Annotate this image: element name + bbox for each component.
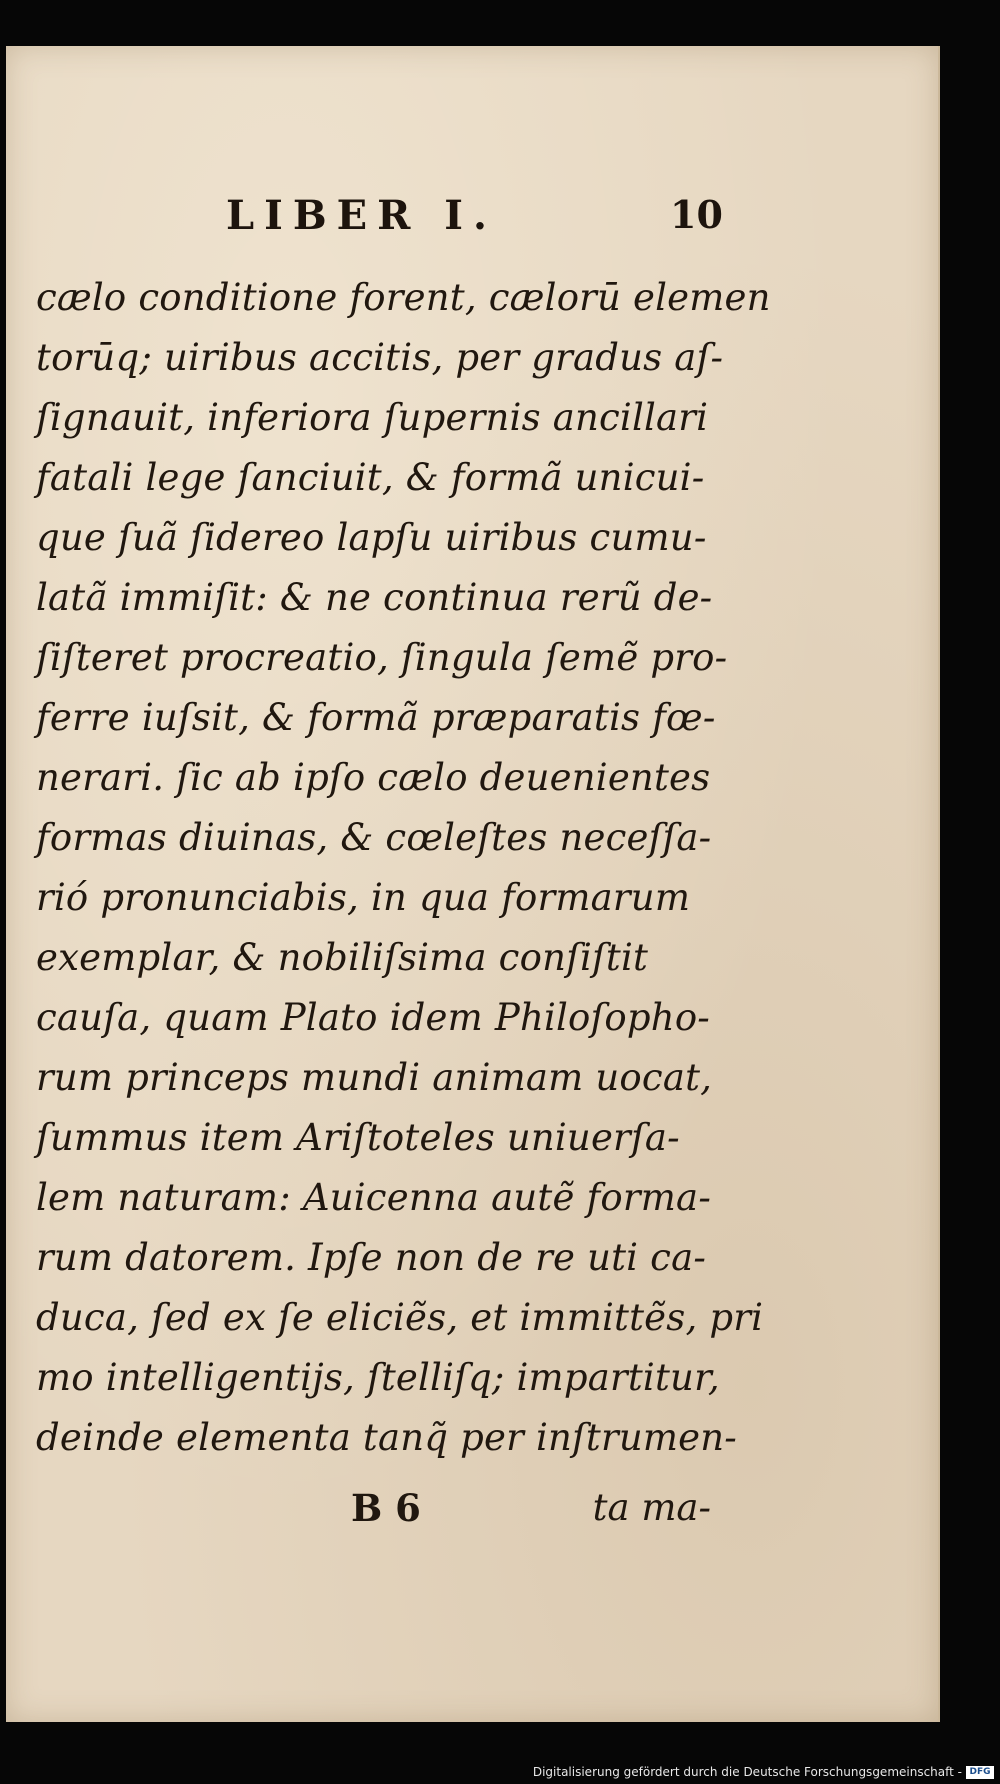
text-line: lem naturam: Auicenna autẽ forma-: [36, 1176, 712, 1219]
text-line: nerari. ſic ab ipſo cælo deuenientes: [36, 756, 711, 799]
text-line: mo intelligentijs, ſtelliſq; impartitur,: [36, 1356, 720, 1399]
text-line: rum datorem. Ipſe non de re uti ca-: [36, 1236, 707, 1279]
text-line: ferre iuſsit, & formã præparatis fœ-: [36, 696, 716, 739]
text-line: ſiſteret procreatio, ſingula ſemẽ pro-: [36, 636, 728, 679]
catchword: ta ma-: [592, 1486, 711, 1529]
signature-mark: B 6: [351, 1486, 421, 1530]
text-line: torūq; uiribus accitis, per gradus aſ-: [36, 336, 724, 379]
text-line: que ſuã ſidereo lapſu uiribus cumu-: [36, 516, 707, 559]
page-header: [6, 192, 938, 252]
text-line: rió pronunciabis, in qua formarum: [36, 876, 691, 919]
text-line: fatali lege ſanciuit, & formã unicui-: [36, 456, 705, 499]
dfg-logo: DFG: [966, 1766, 994, 1779]
text-line: ſummus item Ariſtoteles uniuerſa-: [36, 1116, 680, 1159]
funding-notice: Digitalisierung gefördert durch die Deutsche Forschungsgemeinschaft -: [532, 1765, 962, 1779]
text-line: rum princeps mundi animam uocat,: [36, 1056, 713, 1099]
text-line: ſignauit, inferiora ſupernis ancillari: [36, 396, 709, 439]
text-line: duca, ſed ex ſe eliciẽs, et immittẽs, pri: [36, 1296, 764, 1339]
running-head: LIBER I.: [226, 192, 497, 239]
digitization-footer: [0, 1760, 1000, 1784]
text-line: deinde elementa tanq̃ per inſtrumen-: [36, 1416, 738, 1459]
book-page: [6, 46, 940, 1722]
text-block: [36, 268, 771, 1468]
folio-number: 10: [670, 192, 723, 237]
text-line: exemplar, & nobiliſsima conſiſtit: [36, 936, 649, 979]
text-line: cælo conditione forent, cælorū elemen: [36, 276, 771, 319]
text-line: formas diuinas, & cœleſtes neceſſa-: [36, 816, 712, 859]
catch-line: [351, 1486, 711, 1546]
text-line: latã immiſit: & ne continua rerũ de-: [36, 576, 713, 619]
text-line: cauſa, quam Plato idem Philoſopho-: [36, 996, 710, 1039]
